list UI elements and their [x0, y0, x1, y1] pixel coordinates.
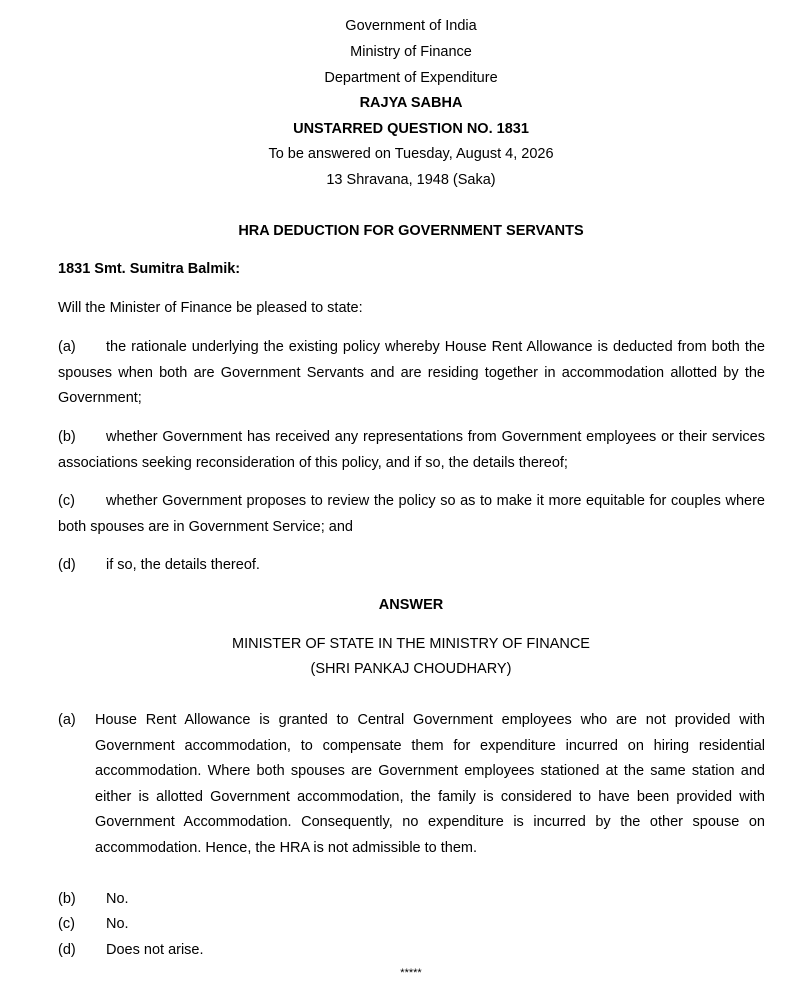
header-saka-date: 13 Shravana, 1948 (Saka)	[326, 172, 496, 188]
answer-heading: ANSWER	[378, 597, 444, 613]
question-item-a	[58, 335, 765, 412]
answer-text-a: House Rent Allowance is granted to Central Government employees who are not provided with Government accommodation, to compensate them for expenditure incurred on hiring residential accommodation. Where both spouses are Government employees stationed at the same station and either is allotted Government accommodation, the family is considered to have been provided with Government Accommodation. Consequently, no expenditure is incurred by the other spouse on accommodation. Hence, the HRA is not admissible to them.	[95, 712, 765, 856]
answer-text: No.	[106, 891, 129, 907]
answer-text: Does not arise.	[106, 942, 204, 958]
question-text: the rationale underlying the existing policy whereby House Rent Allowance is deducted from both the spouses when both are Government Servants and are residing together in accommodation allotted by the Government;	[58, 339, 765, 406]
question-label: (c)	[58, 493, 75, 509]
header-ministry: Ministry of Finance	[350, 44, 472, 60]
answer-label: (b)	[58, 891, 76, 907]
question-text: whether Government proposes to review the policy so as to make it more equitable for couples where both spouses are in Government Service; and	[58, 493, 765, 535]
answer-label: (d)	[58, 942, 76, 958]
question-item-c	[58, 489, 765, 540]
answer-label-a: (a)	[58, 712, 76, 728]
question-text: if so, the details thereof.	[106, 557, 260, 573]
question-text: whether Government has received any representations from Government employees or their services associations seeking reconsideration of this policy, and if so, the details thereof;	[58, 429, 765, 471]
minister-name: (SHRI PANKAJ CHOUDHARY)	[310, 661, 512, 677]
subject-title: HRA DEDUCTION FOR GOVERNMENT SERVANTS	[238, 223, 584, 239]
question-label: (a)	[58, 339, 76, 355]
answer-label: (c)	[58, 916, 75, 932]
header-department: Department of Expenditure	[324, 70, 498, 86]
header-house: RAJYA SABHA	[359, 95, 463, 111]
header-answer-date: To be answered on Tuesday, August 4, 2026	[268, 146, 554, 162]
question-label: (d)	[58, 557, 76, 573]
question-item-d	[58, 553, 260, 579]
answer-item-b	[58, 887, 129, 913]
minister-title: MINISTER OF STATE IN THE MINISTRY OF FINANCE	[232, 636, 590, 652]
question-intro: Will the Minister of Finance be pleased to state:	[58, 300, 363, 316]
question-item-b	[58, 425, 765, 476]
question-label: (b)	[58, 429, 76, 445]
answer-text: No.	[106, 916, 129, 932]
end-mark: *****	[400, 967, 422, 979]
answer-item-c	[58, 912, 129, 938]
answer-item-d	[58, 938, 204, 964]
asker-name: 1831 Smt. Sumitra Balmik:	[58, 261, 241, 277]
header-question-number: UNSTARRED QUESTION NO. 1831	[293, 121, 529, 137]
header-government: Government of India	[345, 18, 477, 34]
